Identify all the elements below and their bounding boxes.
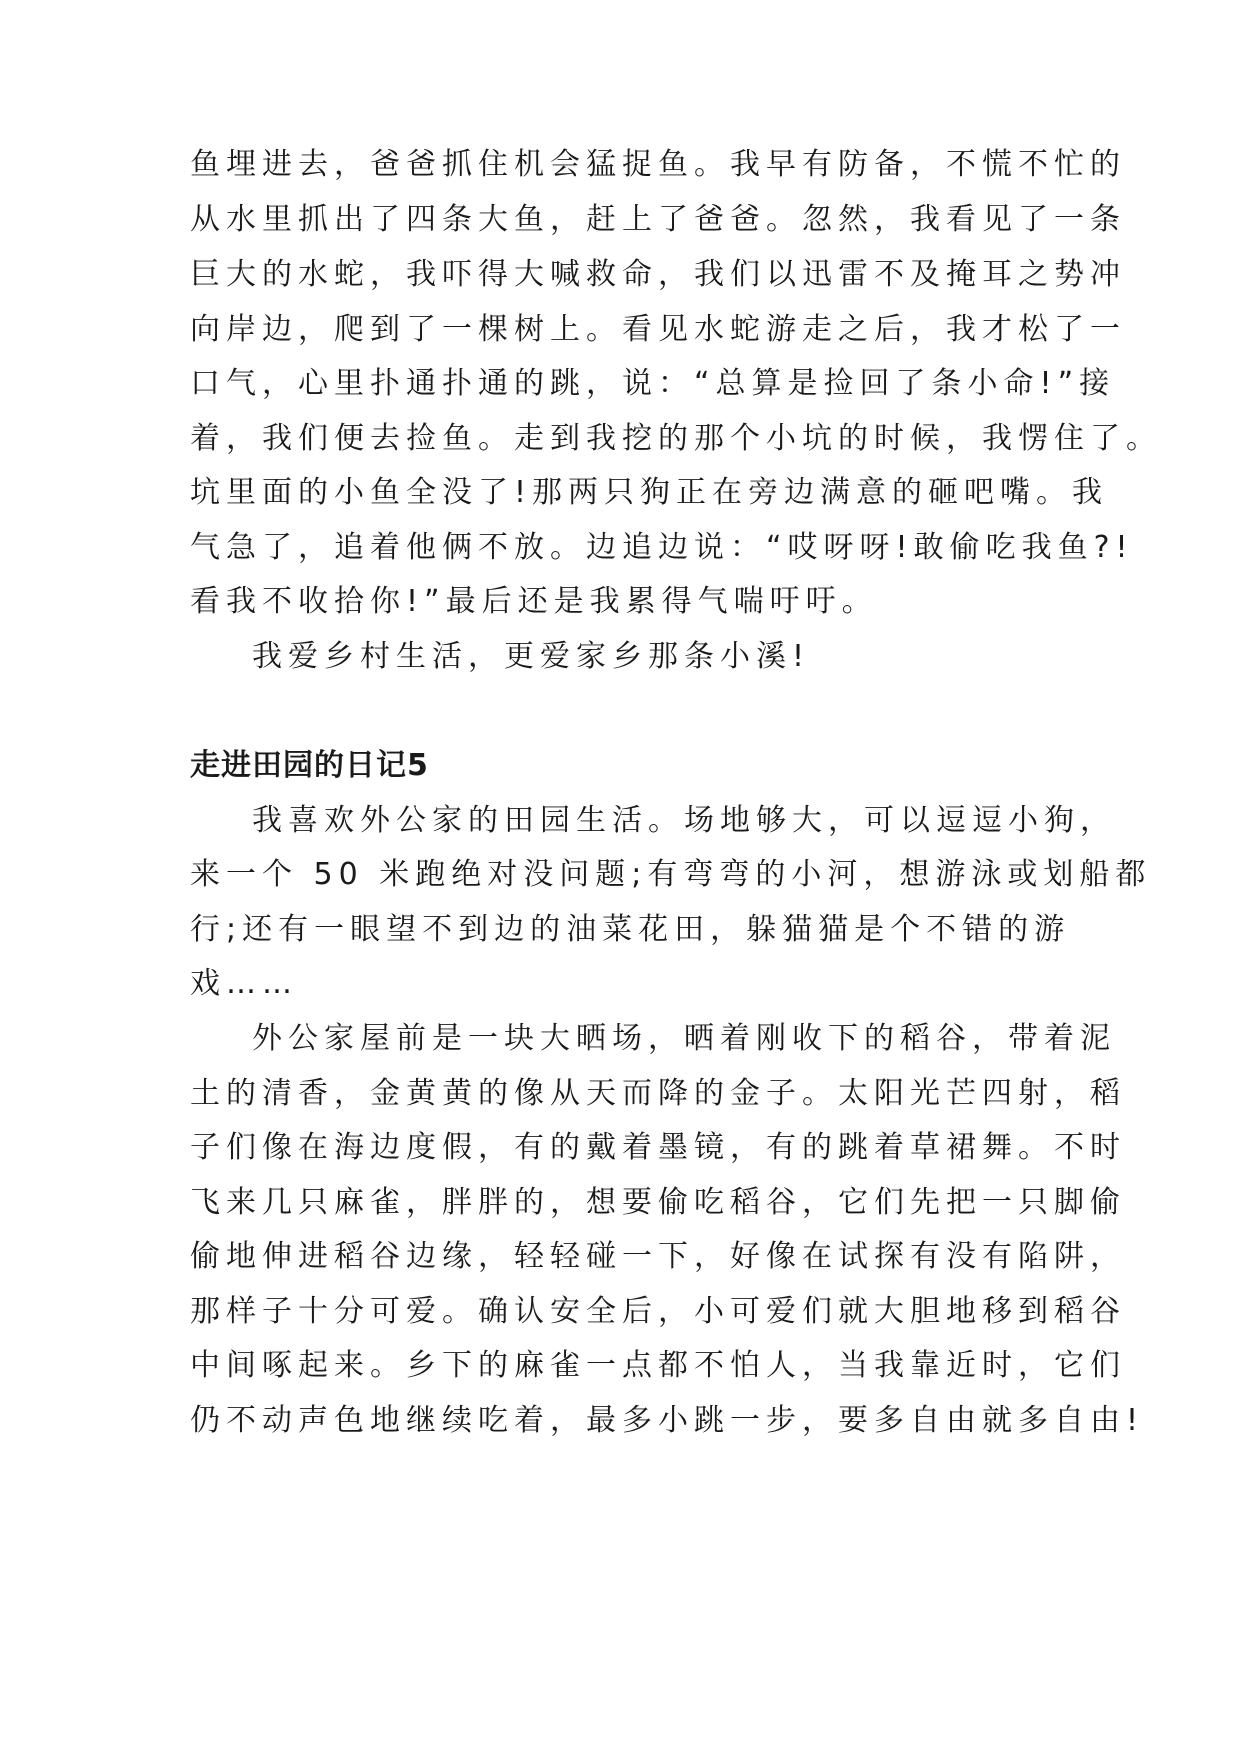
- text-line: 向岸边，爬到了一棵树上。看见水蛇游走之后，我才松了一: [190, 312, 1126, 347]
- text-line: 口气，心里扑通扑通的跳，说：“总算是捡回了条小命!”接: [190, 366, 1116, 401]
- closing-line: 我爱乡村生活，更爱家乡那条小溪!: [252, 639, 811, 674]
- text-line: 看我不收拾你!”最后还是我累得气喘吁吁。: [190, 584, 878, 619]
- text-line: 土的清香，金黄黄的像从天而降的金子。太阳光芒四射，稻: [190, 1076, 1126, 1111]
- text-line: 子们像在海边度假，有的戴着墨镜，有的跳着草裙舞。不时: [190, 1130, 1126, 1165]
- text-line: 那样子十分可爱。确认安全后，小可爱们就大胆地移到稻谷: [190, 1294, 1126, 1329]
- text-line: 坑里面的小鱼全没了!那两只狗正在旁边满意的砸吧嘴。我: [190, 475, 1109, 510]
- text-line: 巨大的水蛇，我吓得大喊救命，我们以迅雷不及掩耳之势冲: [190, 257, 1126, 292]
- text-line: 中间啄起来。乡下的麻雀一点都不怕人，当我靠近时，它们: [190, 1348, 1126, 1383]
- text-line: 飞来几只麻雀，胖胖的，想要偷吃稻谷，它们先把一只脚偷: [190, 1185, 1126, 1220]
- text-line: 着，我们便去捡鱼。走到我挖的那个小坑的时候，我愣住了。: [190, 421, 1162, 456]
- text-line: 鱼埋进去，爸爸抓住机会猛捉鱼。我早有防备，不慌不忙的: [190, 147, 1126, 182]
- text-line: 戏……: [190, 966, 298, 1001]
- text-line: 我喜欢外公家的田园生活。场地够大，可以逗逗小狗，: [252, 803, 1116, 838]
- text-line: 外公家屋前是一块大晒场，晒着刚收下的稻谷，带着泥: [252, 1021, 1116, 1056]
- text-line: 仍不动声色地继续吃着，最多小跳一步，要多自由就多自由!: [190, 1403, 1145, 1438]
- text-line: 来一个 50 米跑绝对没问题;有弯弯的小河，想游泳或划船都: [190, 857, 1152, 892]
- section-title: 走进田园的日记5: [190, 748, 429, 783]
- text-line: 行;还有一眼望不到边的油菜花田，躲猫猫是个不错的游: [190, 912, 1071, 947]
- text-line: 偷地伸进稻谷边缘，轻轻碰一下，好像在试探有没有陷阱，: [190, 1239, 1126, 1274]
- text-line: 从水里抓出了四条大鱼，赶上了爸爸。忽然，我看见了一条: [190, 202, 1126, 237]
- text-line: 气急了，追着他俩不放。边追边说：“哎呀呀!敢偷吃我鱼?!: [190, 530, 1134, 565]
